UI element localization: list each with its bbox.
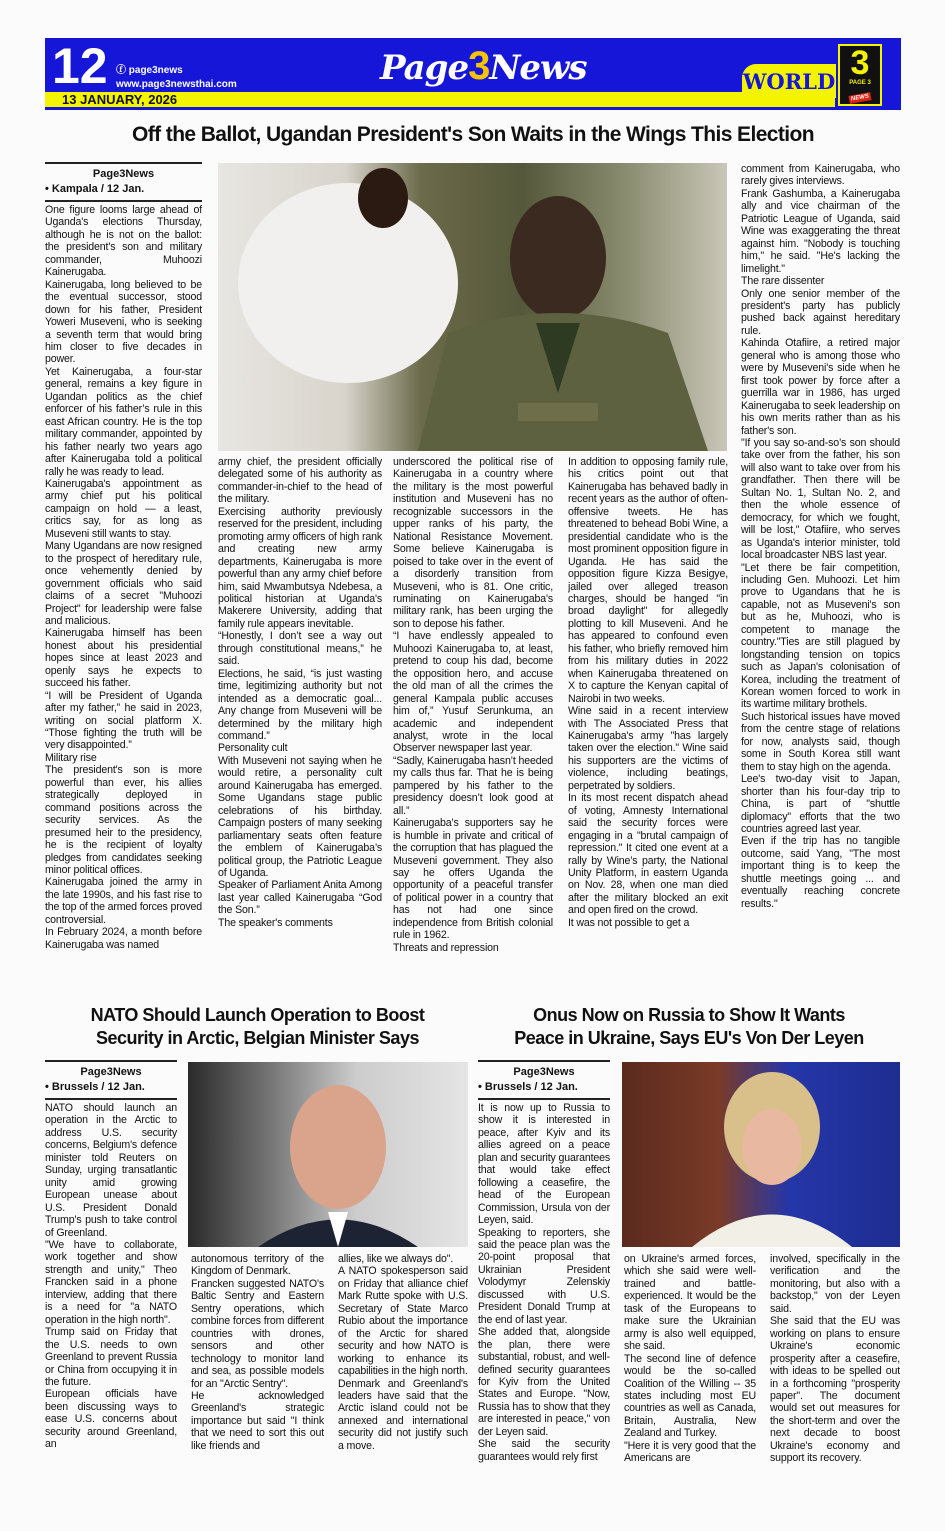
byline-source: Page3News — [80, 1066, 142, 1078]
byline-dateline: • Brussels / 12 Jan. — [45, 1081, 145, 1093]
article-paragraph: Personality cult — [218, 742, 288, 755]
article-paragraph: Kainerugaba joined the army in the late 1990s, and his fast rise to the top of the armed forces proved controversial. — [45, 876, 202, 926]
article-paragraph: The rare dissenter — [741, 275, 825, 288]
article-paragraph: She added that, alongside the plan, there were substantial, robust, and well-defined security guarantees for Kyiv from the United States and Europe. "Now, Russia has to show that they are interested in peace," von der Leyen said. — [478, 1326, 610, 1438]
article-paragraph: Speaker of Parliament Anita Among last year called Kainerugaba “God the Son.” — [218, 879, 382, 917]
eu-photo-von-der-leyen — [622, 1062, 900, 1247]
main-photo-military-commander — [218, 163, 727, 451]
article-paragraph: Threats and repression — [393, 941, 499, 954]
eu-column-3 — [770, 1253, 900, 1481]
article-paragraph: allies, like we always do". — [338, 1253, 454, 1265]
eu-column-2 — [624, 1253, 756, 1481]
article-paragraph: on Ukraine's armed forces, which she said were well-trained and battle-experienced. It would be the task of the Europeans to make sure the Ukrainian army is also well equipped, she said. — [624, 1253, 756, 1353]
eu-headline: Onus Now on Russia to Show It Wants Peace in Ukraine, Says EU's Von Der Leyen — [514, 1005, 864, 1048]
eu-byline — [478, 1060, 610, 1100]
article-paragraph: It is now up to Russia to show it is interested in peace, after Kyiv and its allies agreed on a peace plan and security guarantees that would take effect following a ceasefire, the head of the European Commission, Ursula von der Leyen, said. — [478, 1102, 610, 1227]
article-paragraph: Elections, he said, “is just wasting time, legitimizing authority but not intended as a democratic goal... Any change from Museveni will be determined by the military high command.” — [218, 667, 382, 742]
article-paragraph: European officials have been discussing ways to ease U.S. concerns about security around Greenland, an — [45, 1388, 177, 1451]
article-paragraph: “Sadly, Kainerugaba hasn’t heeded my calls thus far. That he is being pampered by his father to the presidency doesn’t look good at all.” — [393, 754, 553, 817]
article-paragraph: The president's son is more powerful than ever, his allies strategically deployed in command positions across the security services. As the presumed heir to the presidency, he is the recipient of loyalty pledges from candidates seeking minor political offices. — [45, 764, 202, 877]
article-paragraph: In its most recent dispatch ahead of voting, Amnesty International said the security forces were engaging in a "brutal campaign of repression." It cited one event at a rally by Wine’s party, the National Unity Platform, in eastern Uganda on Nov. 28, when one man died after the military blocked an exit and open fired on the crowd. — [568, 792, 728, 917]
article-paragraph: The second line of defence would be the so-called Coalition of the Willing -- 35 states including most EU countries as well as Canada, Britain, Australia, New Zealand and Turkey. — [624, 1352, 756, 1440]
main-column-2 — [218, 456, 382, 984]
main-column-1 — [45, 204, 202, 984]
nato-photo-belgian-minister — [188, 1062, 468, 1247]
article-paragraph: One figure looms large ahead of Uganda's elections Thursday, although he is not on the ballot: the president's son and military commander, Muhoozi Kainerugaba. — [45, 204, 202, 279]
article-paragraph: The speaker's comments — [218, 916, 333, 929]
article-paragraph: With Museveni not saying when he would retire, a personality cult around Kainerugaba has emerged. Some Ugandans stage public celebrations of his birthday. Campaign posters of many seeking parliamentary seats often feature the emblem of Kainerugaba’s political group, the Patriotic League of Uganda. — [218, 754, 382, 879]
article-paragraph: Many Ugandans are now resigned to the prospect of hereditary rule, once vehemently denied by government officials who said claims of a secret "Muhoozi Project" for leadership were false and malicious. — [45, 540, 202, 627]
photo-illustration — [218, 163, 727, 451]
article-paragraph: involved, specifically in the verification and the monitoring, but also with a backstop," von der Leyen said. — [770, 1253, 900, 1315]
article-paragraph: Even if the trip has no tangible outcome, said Yang, "The most important thing is to keep the shuttle meetings going ... and eventually reaching concrete results." — [741, 835, 900, 910]
article-paragraph: Exercising authority previously reserved for the president, including promoting army officers of high rank and creating new army departments, Kainerugaba is more powerful than any army chief before him, said Mwambutsya Ndebesa, a political historian at Uganda's Makerere University, adding that family rule appears inevitable. — [218, 505, 382, 630]
article-paragraph: It was not possible to get a — [568, 916, 690, 929]
article-paragraph: Francken suggested NATO's Baltic Sentry and Eastern Sentry operations, which combine forces from different countries with drones, sensors and other technology to monitor land and sea, as possible models for an "Arctic Sentry". — [191, 1277, 324, 1390]
photo-illustration — [188, 1062, 468, 1247]
article-paragraph: She said that the EU was working on plans to ensure Ukraine's economic prosperity after a ceasefire, with ideas to be spelled out in a forthcoming "prosperity paper". The document would set out measures for the short-term and over the next decade to boost Ukraine's economy and support its recovery. — [770, 1315, 900, 1465]
article-paragraph: “I will be President of Uganda after my father,” he said in 2023, writing on social platform X. “Those fighting the truth will be very disappointed.” — [45, 689, 202, 752]
nato-headline: NATO Should Launch Operation to Boost Security in Arctic, Belgian Minister Says — [90, 1005, 425, 1048]
brand-logo: Page3News — [380, 44, 587, 88]
nato-column-3 — [338, 1253, 468, 1481]
article-paragraph: “I have endlessly appealed to Muhoozi Kainerugaba to, at least, pretend to coup his dad, become the opposition hero, and accuse the old man of all the crimes the general Kampala public accuses him of,” Yusuf Serunkuma, an academic and independent analyst, wrote in the local Observer newspaper last year. — [393, 630, 553, 755]
article-paragraph: She said the security guarantees would rely first — [478, 1438, 610, 1463]
byline-dateline: • Brussels / 12 Jan. — [478, 1081, 578, 1093]
article-paragraph: Kainerugaba's appointment as army chief put his political campaign on hold — a least, critics say, for as long as Museveni still wants to stay. — [45, 477, 202, 540]
article-paragraph: Trump said on Friday that the U.S. needs to own Greenland to prevent Russia or China from occupying it in the future. — [45, 1326, 177, 1388]
main-column-4 — [568, 456, 728, 984]
article-paragraph: Military rise — [45, 751, 97, 764]
article-paragraph: Kainerugaba himself has been honest about his presidential hopes since at least 2023 and openly says he expects to succeed his father. — [45, 627, 202, 690]
main-byline — [45, 162, 202, 202]
article-paragraph: “Honestly, I don’t see a way out through constitutional means,” he said. — [218, 630, 382, 668]
main-column-5 — [741, 163, 900, 983]
article-paragraph: underscored the political rise of Kainerugaba in a country where the military is the most powerful institution and Museveni has no recognizable successors in the upper ranks of his party, the National Resistance Movement. Some believe Kainerugaba is poised to take over in the event of a disorderly transition from Museveni, who is 81. One critic, ruminating on Kainerugaba's military rank, has been urging the son to depose his father. — [393, 456, 553, 630]
article-paragraph: army chief, the president officially delegated some of his authority as commander-in-chief to the head of the military. — [218, 456, 382, 506]
article-paragraph: Wine said in a recent interview with The Associated Press that Kainerugaba's army "has largely taken over the election." Wine said his supporters are the victims of violence, including beatings, perpetrated by soldiers. — [568, 705, 728, 792]
article-paragraph: Such historical issues have moved from the centre stage of relations for now, analysts said, though some in South Korea still want them to stay high on the agenda. — [741, 710, 900, 773]
article-paragraph: Frank Gashumba, a Kainerugaba ally and vice chairman of the Patriotic League of Uganda, said Wine was exaggerating the threat against him. "Nobody is touching him," he said. "He's lacking the limelight." — [741, 187, 900, 275]
website-link[interactable]: www.page3newsthai.com — [116, 79, 237, 90]
article-paragraph: Kainerugaba’s supporters say he is humble in private and critical of the corruption that has plagued the Museveni government. They also say he offers Uganda the opportunity of a peaceful transfer of political power in a country that has not had one since independence from British colonial rule in 1962. — [393, 817, 553, 942]
facebook-icon: ⓕ — [116, 65, 129, 76]
article-paragraph: "Let there be fair competition, including Gen. Muhoozi. Let him prove to Ugandans that he is capable, not as Museveni's son but as he, Muhoozi, who is competent to manage the country."Ties are still plagued by longstanding tension on topics such as Japan's colonisation of Korea, including the treatment of Korean women forced to work in its wartime military brothels. — [741, 561, 900, 711]
facebook-handle[interactable]: page3news — [128, 65, 183, 76]
article-paragraph: Denmark and Greenland's leaders have said that the Arctic island could not be annexed and international security did not justify such a move. — [338, 1377, 468, 1452]
issue-date: 13 JANUARY, 2026 — [62, 92, 178, 107]
article-paragraph: Kahinda Otafiire, a retired major general who is among those who were by Museveni's side when he first took power by force after a guerrilla war in 1986, has urged Kainerugaba to seek leadership on his own merits rather than as his father's son. — [741, 337, 900, 437]
article-paragraph: Lee's two-day visit to Japan, shorter than his four-day trip to China, is part of "shuttle diplomacy" efforts that the two countries agreed last year. — [741, 773, 900, 836]
nato-byline — [45, 1060, 177, 1100]
article-paragraph: In addition to opposing family rule, his critics point out that Kainerugaba has behaved badly in recent years as the author of often-offensive tweets. He has threatened to behead Bobi Wine, a presidential candidate who is the most prominent opposition figure in Uganda. He has said the opposition figure Kizza Besigye, jailed over alleged treason charges, should be hanged "in broad daylight" for allegedly plotting to kill Museveni. And he has appeared to confound even his father, who briefly removed him from his military duties in 2022 when Kainerugaba threatened on X to capture the Kenyan capital of Nairobi in two weeks. — [568, 456, 728, 705]
byline-dateline: • Kampala / 12 Jan. — [45, 183, 145, 195]
article-paragraph: "We have to collaborate, work together and show strength and unity," Theo Francken said in a phone interview, adding that there is a need for "a NATO operation in the high north". — [45, 1238, 177, 1326]
nato-column-1 — [45, 1102, 177, 1480]
byline-source: Page3News — [92, 168, 155, 180]
eu-column-1 — [478, 1102, 610, 1480]
article-paragraph: Yet Kainerugaba, a four-star general, remains a key figure in Ugandan politics as the chief enforcer of his father’s rule in this east African country. He is the top military commander, appointed by his father nearly two years ago after Kainerugaba told a political rally he was ready to lead. — [45, 365, 202, 478]
article-paragraph: comment from Kainerugaba, who rarely gives interviews. — [741, 163, 900, 188]
article-paragraph: autonomous territory of the Kingdom of Denmark. — [191, 1253, 324, 1278]
article-paragraph: "Here it is very good that the Americans are — [624, 1439, 756, 1465]
article-paragraph: NATO should launch an operation in the Arctic to address U.S. security concerns, Belgium's defence minister told Reuters on Sunday, urging transatlantic unity amid growing European unease about U.S. President Donald Trump's push to take control of Greenland. — [45, 1102, 177, 1239]
section-label: WORLD — [742, 64, 836, 98]
photo-illustration — [622, 1062, 900, 1247]
main-headline: Off the Ballot, Ugandan President's Son Waits in the Wings This Election — [132, 123, 814, 146]
byline-source: Page3News — [513, 1066, 575, 1078]
article-paragraph: Kainerugaba, long believed to be the eventual successor, stood down for his father, President Yoweri Museveni, who is seeking a seventh term that would bring him closer to five decades in power. — [45, 278, 202, 366]
social-links — [116, 64, 237, 92]
page3-logo: 3 PAGE 3 NEWS — [838, 44, 882, 106]
article-paragraph: In February 2024, a month before Kainerugaba was named — [45, 926, 202, 951]
nato-column-2 — [191, 1253, 324, 1481]
article-paragraph: "If you say so-and-so’s son should take over from the father, his son will also want to take over from his grandfather. Then there will be Sultan No. 1, Sultan No. 2, and then the whole essence of democracy, for which we fought, will be lost," Otafiire, who serves as Uganda's interior minister, told local broadcaster NBS last year. — [741, 436, 900, 562]
main-column-3 — [393, 456, 553, 984]
article-paragraph: Only one senior member of the president's party has publicly pushed back against hereditary rule. — [741, 287, 900, 337]
page-number: 12 — [52, 38, 108, 94]
article-paragraph: He acknowledged Greenland's strategic importance but said "I think that we need to sort this out like friends and — [191, 1389, 324, 1452]
article-paragraph: Speaking to reporters, she said the peace plan was the 20-point proposal that Ukrainian President Volodymyr Zelenskiy discussed with U.S. President Donald Trump at the end of last year. — [478, 1226, 610, 1326]
article-paragraph: A NATO spokesperson said on Friday that alliance chief Mark Rutte spoke with U.S. Secretary of State Marco Rubio about the importance of the Arctic for shared security and how NATO is working to enhance its capabilities in the high north. — [338, 1265, 468, 1378]
